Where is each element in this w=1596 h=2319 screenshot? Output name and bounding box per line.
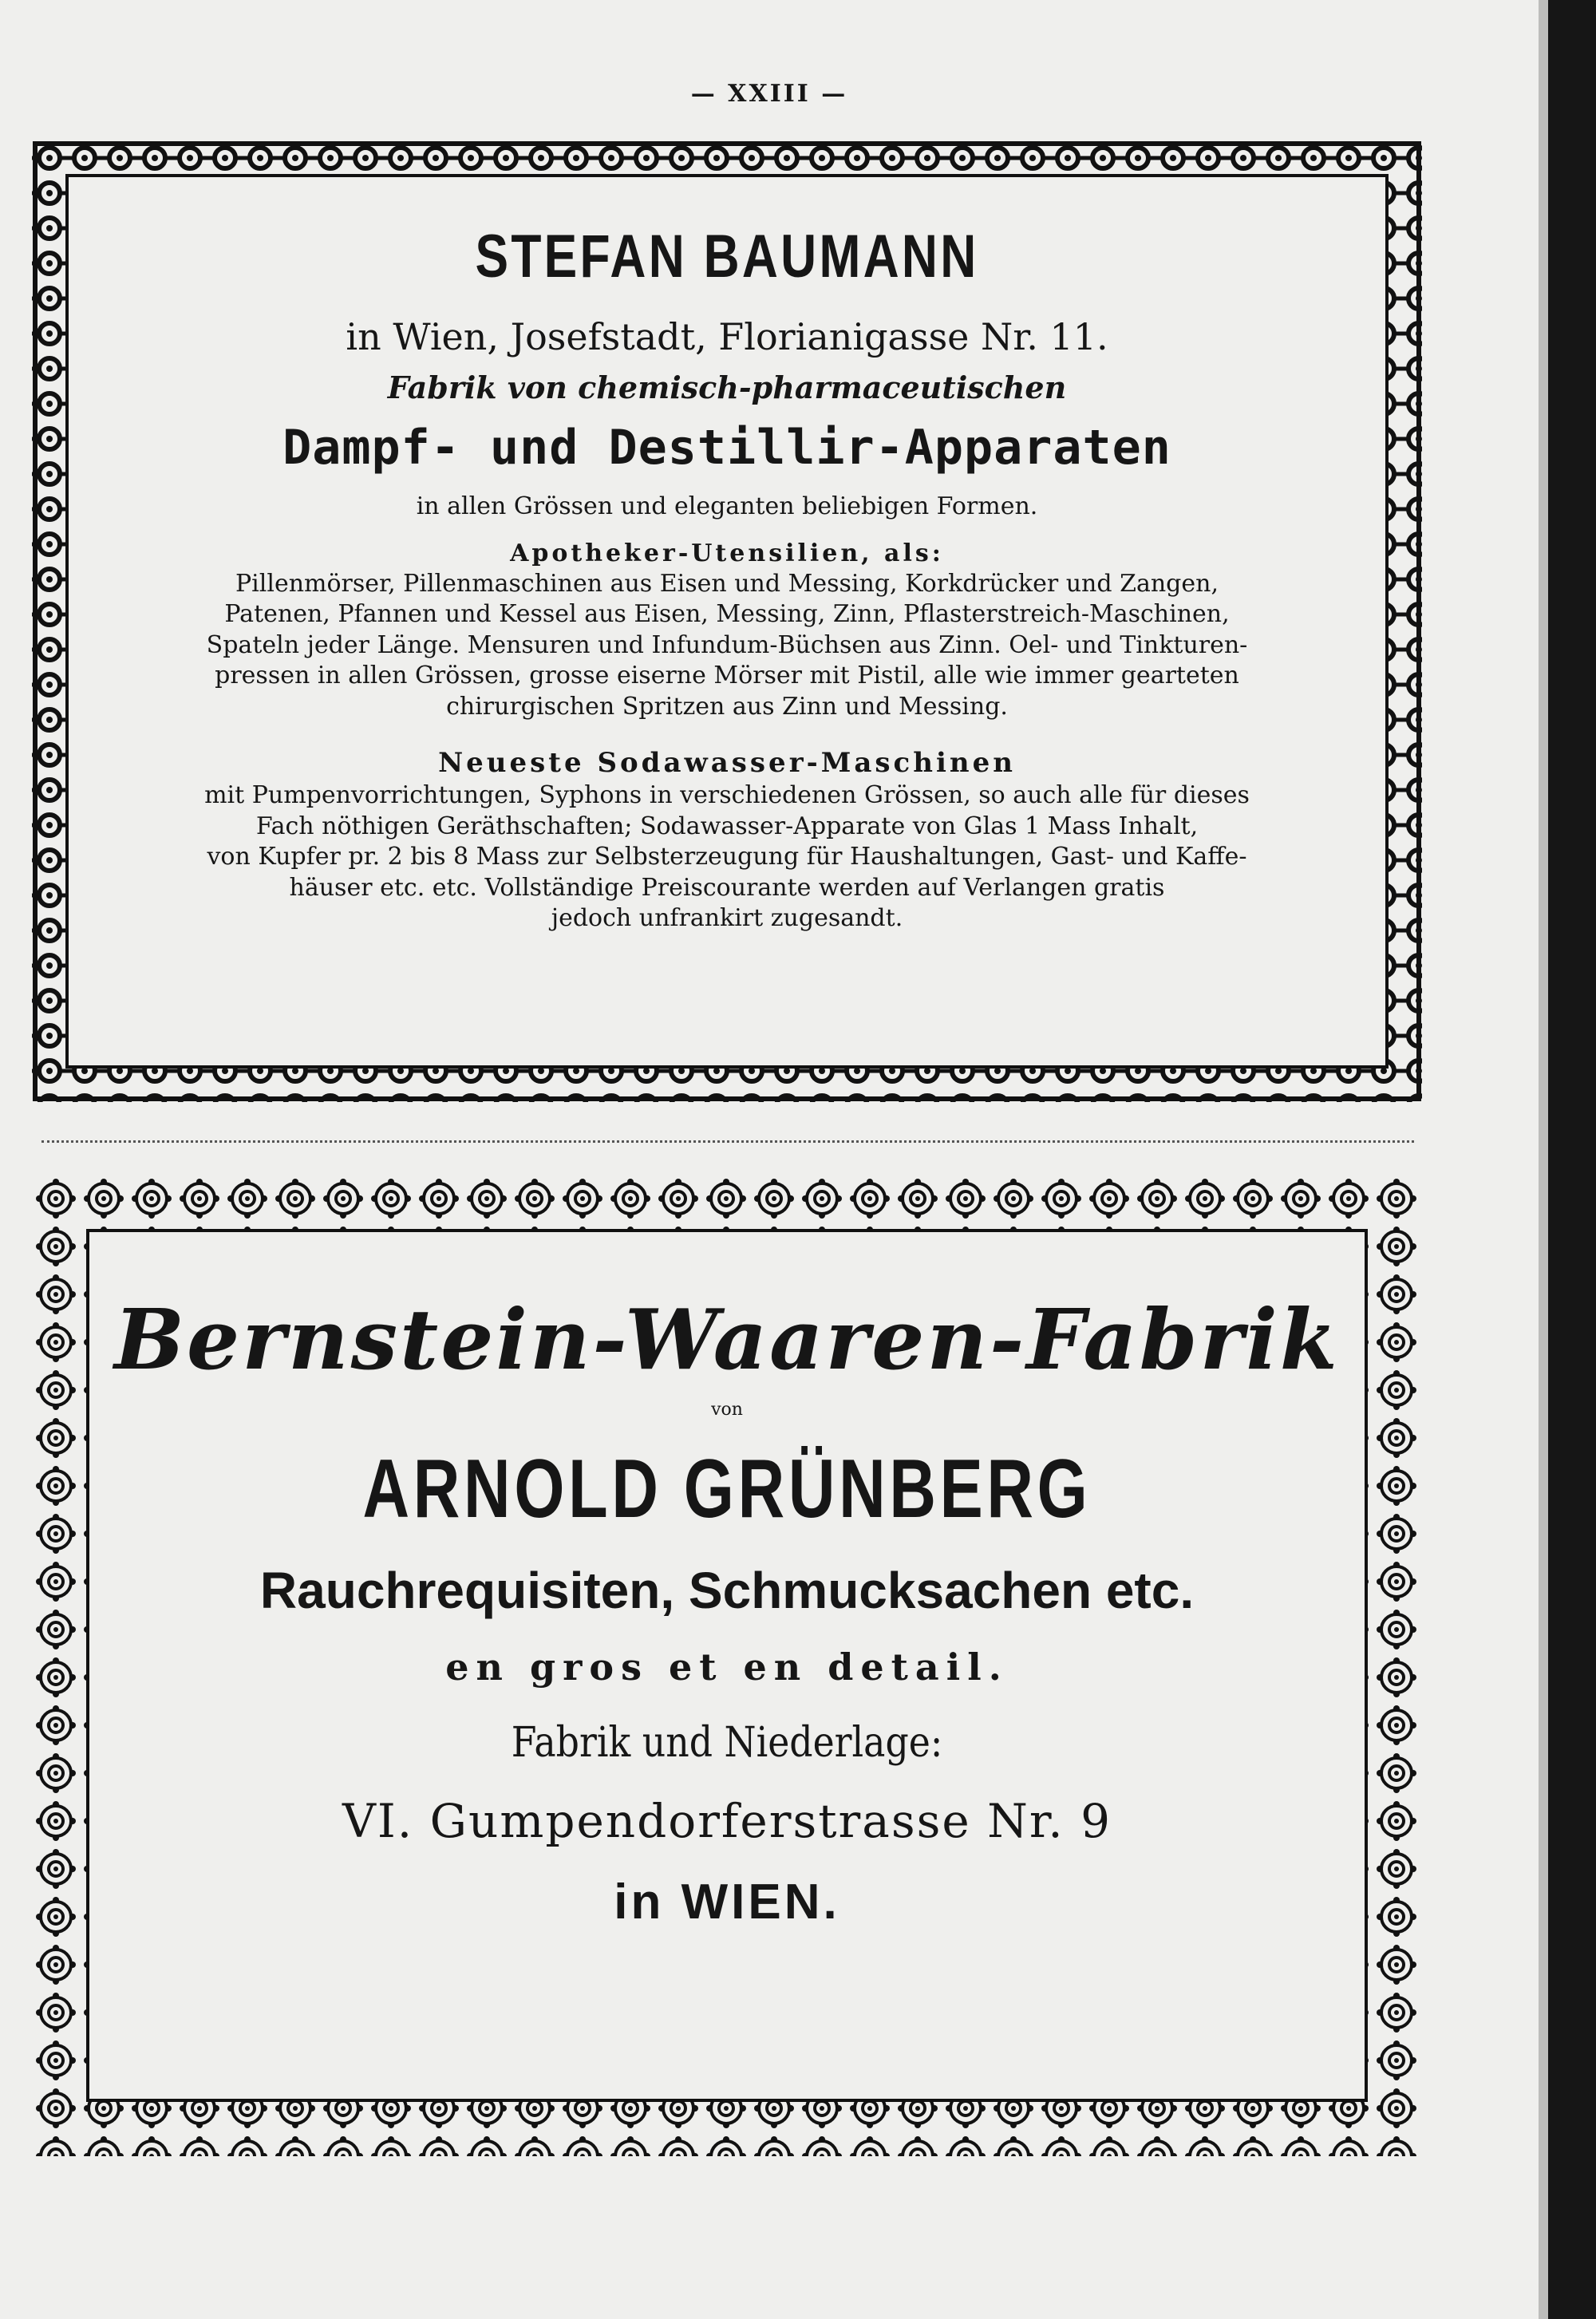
ad2-content [88,1290,1366,1930]
company-name: ARNOLD GRÜNBERG [362,1443,1092,1536]
company-title: Bernstein-Waaren-Fabrik [114,1290,1340,1389]
text-line: chirurgischen Spritzen aus Zinn und Messing. [446,692,1008,721]
soda-heading: Neueste Sodawasser-Maschinen [438,746,1016,779]
text-line: Pillenmörser, Pillenmaschinen aus Eisen und Messing, Korkdrücker und Zangen, [235,569,1219,598]
page-number: — XXIII — [690,80,848,108]
fraktur-subtitle: Fabrik von chemisch-pharmaceutischen [387,369,1067,406]
street-address: VI. Gumpendorferstrasse Nr. 9 [342,1794,1112,1849]
trade-line: en gros et en detail. [445,1645,1009,1689]
advertisement-baumann [32,140,1422,1102]
separator-rule [41,1140,1414,1143]
text-line: von Kupfer pr. 2 bis 8 Mass zur Selbsterzeugung für Haushaltungen, Gast- und Kaffe- [207,843,1247,871]
text-line: jedoch unfrankirt zugesandt. [551,904,903,932]
text-line: häuser etc. etc. Vollständige Preiscourante werden auf Verlangen gratis [289,873,1165,902]
text-line: Patenen, Pfannen und Kessel aus Eisen, Messing, Zinn, Pflasterstreich-Maschinen, [224,600,1230,629]
sizes-line: in allen Grössen und eleganten beliebigen Formen. [416,492,1038,521]
company-name: STEFAN BAUMANN [475,223,979,290]
text-line: Fach nöthigen Geräthschaften; Sodawasser-Apparate von Glas 1 Mass Inhalt, [255,812,1199,840]
text-line: pressen in allen Grössen, grosse eiserne Mörser mit Pistil, alle wie immer gearteten [215,662,1239,690]
utensils-heading: Apotheker-Utensilien, als: [510,539,944,567]
von-label: von [711,1400,743,1420]
company-address: in Wien, Josefstadt, Florianigasse Nr. 11. [346,315,1108,359]
ad1-content [88,220,1366,934]
headline: Dampf- und Destillir-Apparaten [282,420,1171,476]
utensils-text [88,569,1366,722]
text-line: Spateln jeder Länge. Mensuren und Infundum-Büchsen aus Zinn. Oel- und Tinkturen- [206,630,1248,659]
soda-text [88,780,1366,934]
page-edge-shadow [1539,0,1596,2319]
goods-line: Rauchrequisiten, Schmucksachen etc. [259,1562,1195,1620]
fabrik-label: Fabrik und Niederlage: [511,1719,943,1768]
city-line: in WIEN. [614,1875,840,1930]
advertisement-gruenberg [32,1175,1422,2156]
text-line: mit Pumpenvorrichtungen, Syphons in verschiedenen Grössen, so auch alle für dieses [204,781,1250,810]
